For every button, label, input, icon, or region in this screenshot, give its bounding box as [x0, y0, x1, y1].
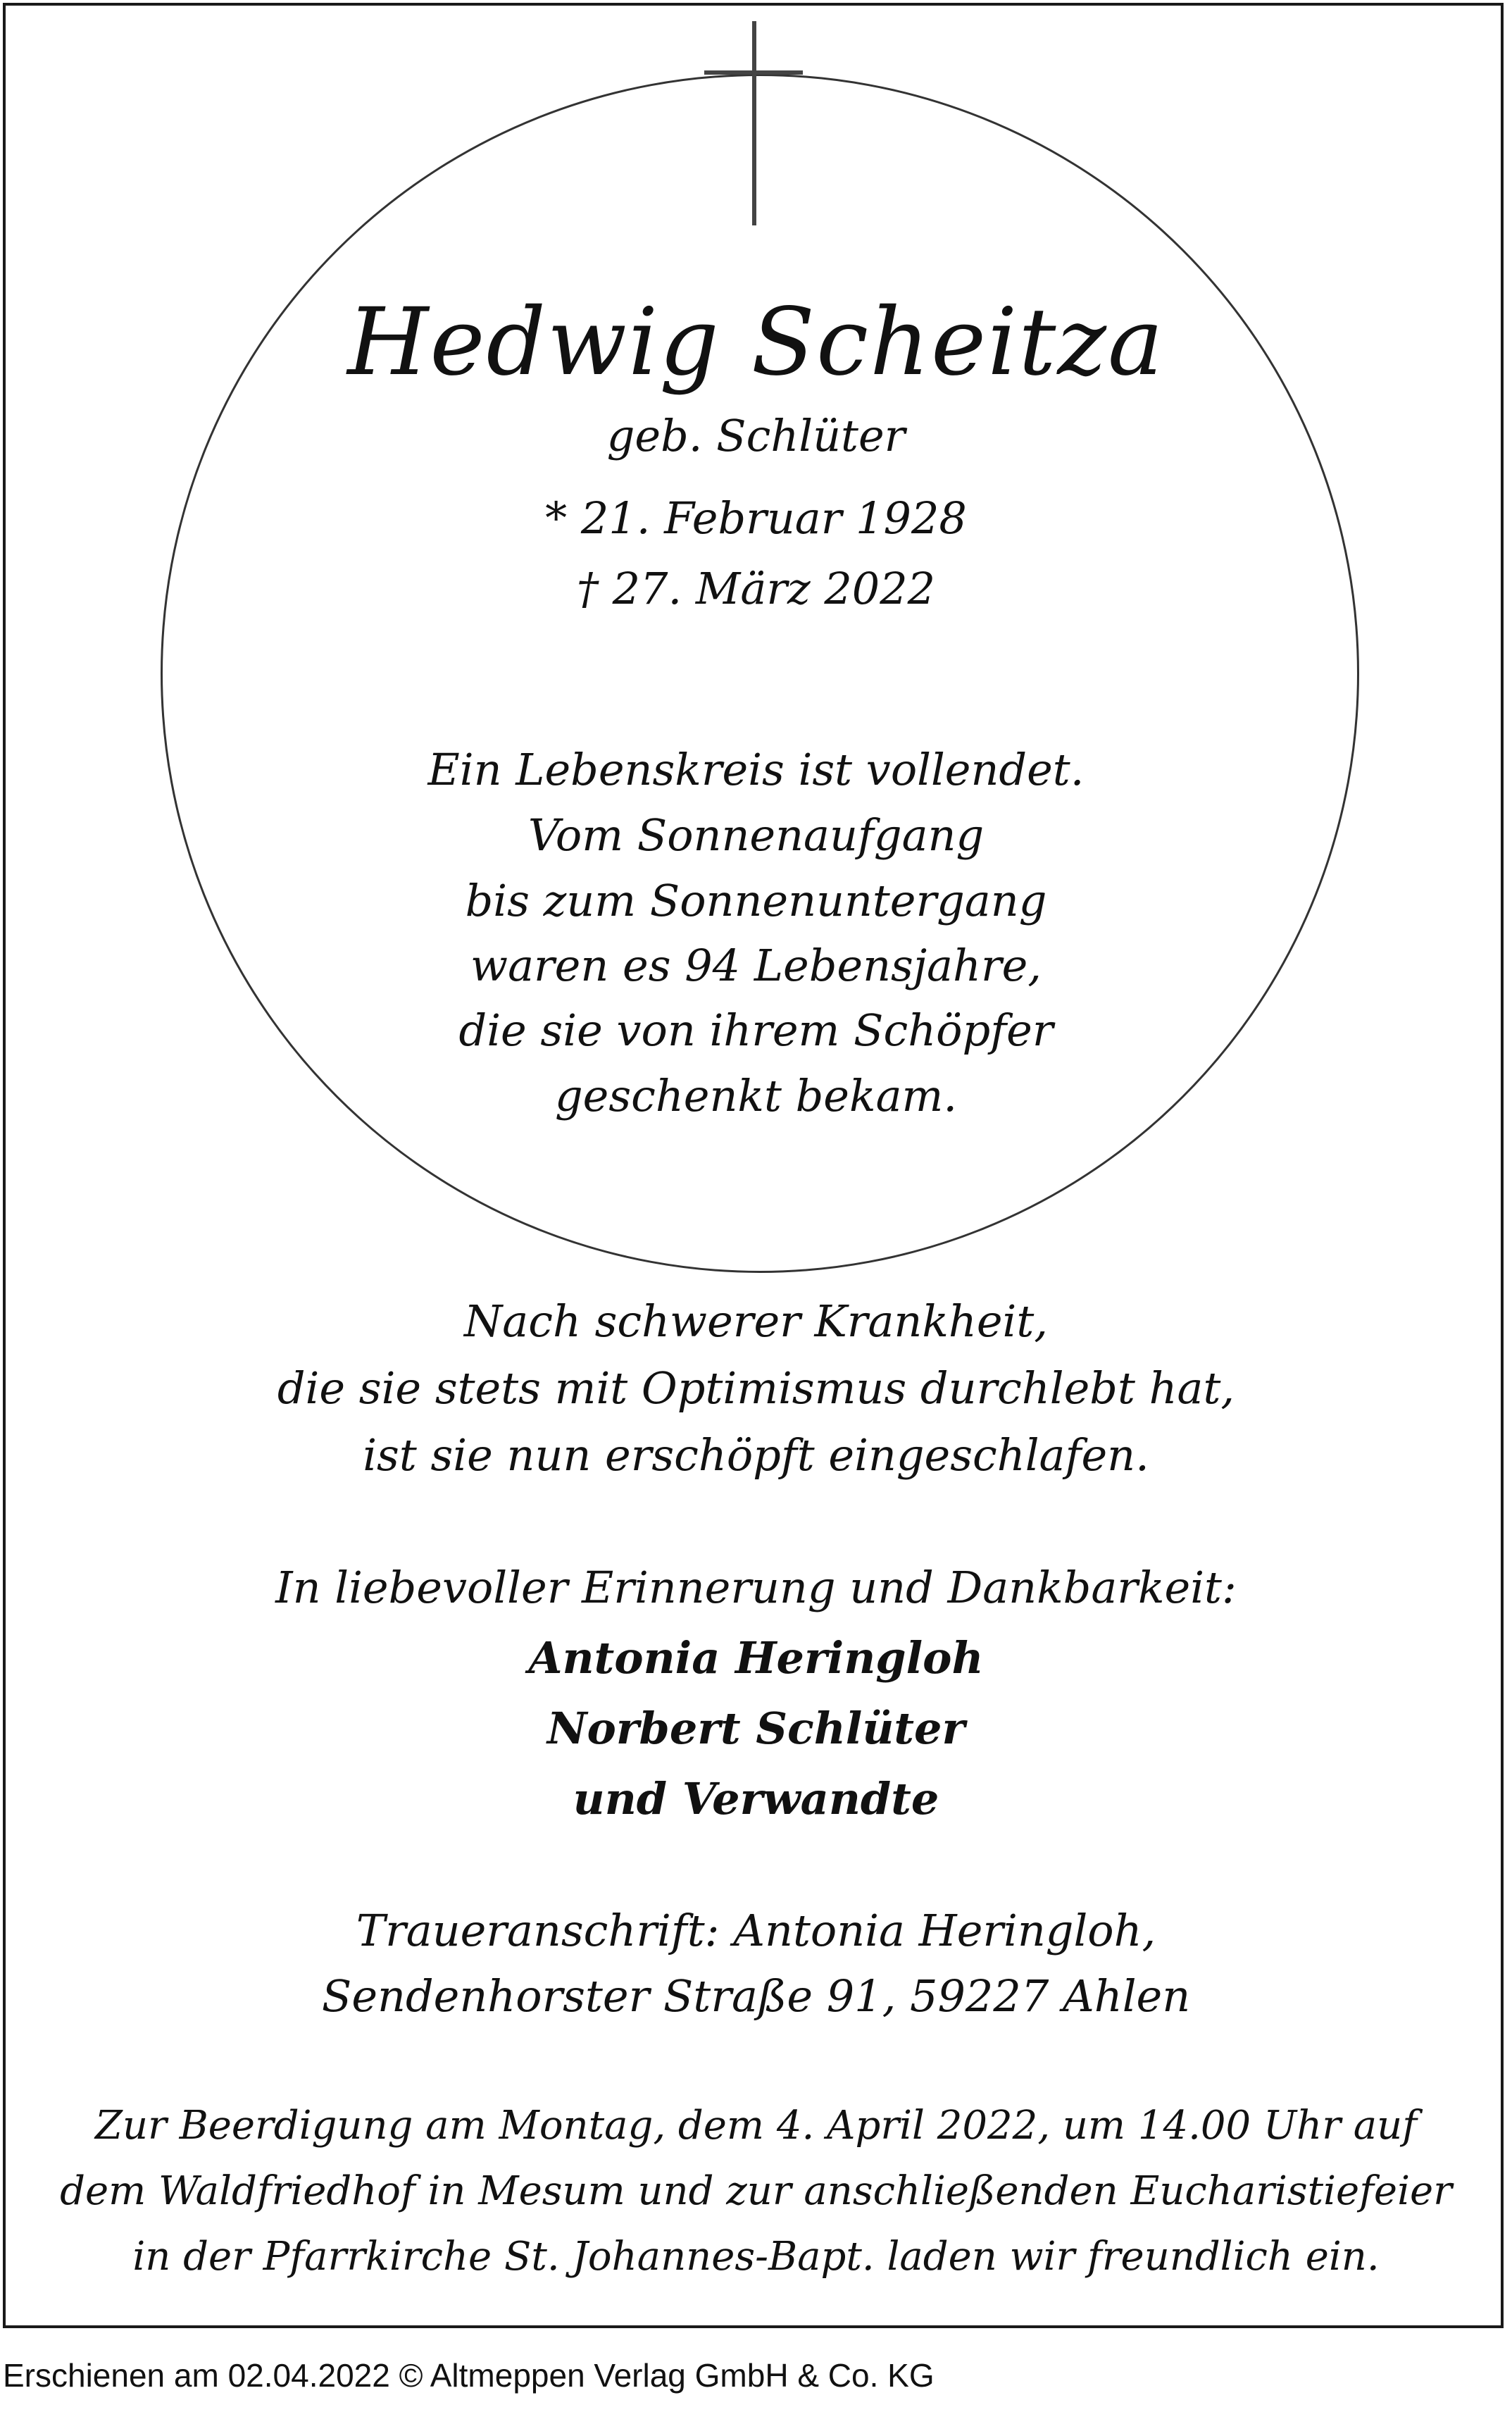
verse-line: Ein Lebenskreis ist vollendet.	[427, 744, 1085, 795]
invitation-line: Zur Beerdigung am Montag, dem 4. April 2022, um 14.00 Uhr auf	[95, 2103, 1417, 2149]
birth-name: geb. Schlüter	[606, 410, 906, 461]
verse-line: die sie von ihrem Schöpfer	[458, 1005, 1054, 1056]
mourner-name: und Verwandte	[573, 1773, 939, 1824]
address-line: Traueranschrift: Antonia Heringloh,	[356, 1905, 1156, 1956]
text-line: ist sie nun erschöpft eingeschlafen.	[363, 1429, 1149, 1481]
text-line: Nach schwerer Krankheit,	[464, 1295, 1048, 1347]
invitation-line: in der Pfarrkirche St. Johannes-Bapt. laden wir freundlich ein.	[132, 2234, 1380, 2280]
death-date: † 27. März 2022	[576, 563, 936, 614]
invitation-line: dem Waldfriedhof in Mesum und zur anschließenden Eucharistiefeier	[60, 2168, 1452, 2214]
publication-footer: Erschienen am 02.04.2022 © Altmeppen Verlag GmbH & Co. KG	[3, 2357, 935, 2394]
verse-line: bis zum Sonnenuntergang	[465, 875, 1047, 926]
cross-icon	[690, 21, 817, 225]
deceased-name: Hedwig Scheitza	[347, 288, 1165, 397]
verse-line: Vom Sonnenaufgang	[527, 809, 985, 861]
mourner-name: Antonia Heringloh	[528, 1632, 984, 1684]
remembrance-line: In liebevoller Erinnerung und Dankbarkeit:	[275, 1562, 1237, 1613]
verse-line: waren es 94 Lebensjahre,	[470, 940, 1042, 991]
verse-line: geschenkt bekam.	[554, 1070, 958, 1121]
birth-date: * 21. Februar 1928	[545, 492, 967, 544]
address-line: Sendenhorster Straße 91, 59227 Ahlen	[321, 1970, 1191, 2022]
mourner-name: Norbert Schlüter	[546, 1703, 966, 1754]
text-line: die sie stets mit Optimismus durchlebt hat,	[277, 1362, 1235, 1414]
